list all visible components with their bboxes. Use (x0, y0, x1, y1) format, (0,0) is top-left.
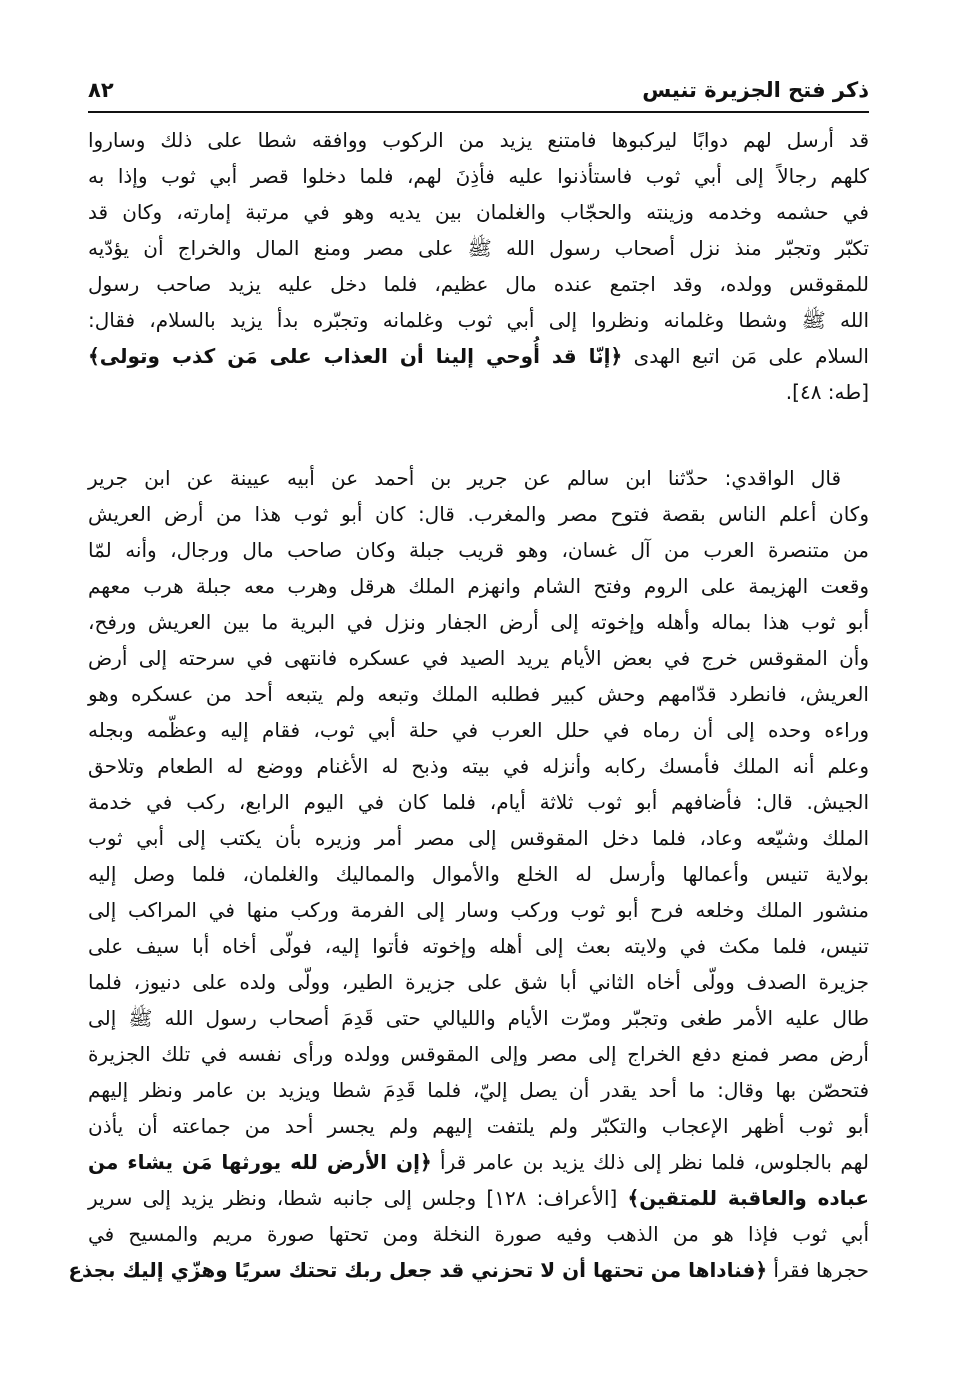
text-line (88, 496, 869, 532)
text-segment: وأن المقوقس خرج في بعض الأيام يريد الصيد في عسكره فانتهى في سرحته إلى أرض (88, 646, 869, 670)
text-segment: العريش، فانطرد قدّامهم وحش كبير فطلبه الملك وتبعه ولم يتبعه أحد من عسكره وهو (88, 682, 869, 706)
paragraph-1 (88, 122, 869, 410)
page-number: ٨٢ (88, 78, 114, 102)
text-line (88, 158, 869, 194)
header-rule (88, 111, 869, 113)
text-segment: منشور الملك وخلعه فرح أبو ثوب وركب وسار إلى الفرمة وركب منها في المراكب إلى (88, 898, 869, 922)
text-segment: وراءه وحده إلى أن رماه في حلل العرب في حلة أبي ثوب، فقام إليه وعظّمه وبجله (88, 718, 869, 742)
text-segment: أرض مصر فمنع دفع الخراج إلى مصر وإلى المقوقس وولده ورأى نفسه في تلك الجزيرة (88, 1042, 869, 1066)
text-segment: أبو ثوب أظهر الإعجاب والتكبّر ولم يلتفت إليهم ولم يجسر أحد من جماعته أن يأذن (88, 1114, 869, 1138)
text-line (88, 1216, 869, 1252)
text-line (88, 568, 869, 604)
text-line (88, 1144, 869, 1180)
text-segment: قال الواقدي: حدّثنا ابن سالم عن جرير بن أحمد عن أبيه عيينة عن ابن جرير (88, 466, 841, 490)
text-line (88, 820, 869, 856)
text-segment: [الأعراف: ١٢٨] وجلس إلى جانبه شطا، ونظر يزيد إلى سرير (88, 1186, 628, 1210)
text-segment: جزيرة الصدف وولّى أخاه الثاني أبا شق على جزيرة الطير، وولّى ولده على دنيوز، فلما (88, 970, 869, 994)
text-line (88, 784, 869, 820)
text-segment: [طه: ٤٨]. (785, 380, 869, 404)
text-segment: وعلم أنه الملك فأمسك ركابه وأنزله في بيته وذبح له الأغنام ووضع له الطعام وتلاحق (88, 754, 869, 778)
text-segment: الجيش. قال: فأضافهم أبو ثوب ثلاثة أيام، فلما كان في اليوم الرابع، ركب في خدمة (88, 790, 869, 814)
paragraph-2 (68, 460, 869, 1288)
text-segment: طال عليه الأمر طغى وتجبّر ومرّت الأيام والليالي حتى قَدِمَ أصحاب رسول الله ﷺ إلى (88, 1006, 869, 1030)
quran-quote: ﴿إن الأرض لله يورثها مَن يشاء من (88, 1150, 432, 1174)
text-segment: تنيس، فلما مكث في ولايته بعث إلى أهله وإخوته فأتوا إليه، فولّى أخاه أبا سيف على (88, 934, 869, 958)
text-line (88, 302, 869, 338)
quran-quote: ﴿فناداها من تحتها أن لا تحزني قد جعل ربك تحتك سريًا وهزّي إليك بجذع (68, 1258, 768, 1282)
quran-quote: عباده والعاقبة للمتقين﴾ (627, 1186, 869, 1210)
text-segment: الله ﷺ وشطا وغلمانه ونظروا إلى أبي ثوب وغلمانه وتجبّره بدأ يزيد بالسلام، فقال: (88, 308, 869, 332)
text-segment: السلام على مَن اتبع الهدى (622, 344, 869, 368)
text-line (88, 964, 869, 1000)
text-line (88, 856, 869, 892)
text-line (88, 928, 869, 964)
text-segment: من متنصرة العرب من آل غسان، وهو قريب جبلة وكان صاحب مال ورجال، وأنه لمّا (88, 538, 869, 562)
text-segment: بولاية تنيس وأعمالها وأرسل له الخلع والأموال والمماليك والغلمان، فلما وصل إليه (88, 862, 869, 886)
text-line (68, 1252, 869, 1288)
text-segment: قد أرسل لهم دوابًا ليركبوها فامتنع يزيد من الركوب ووافقه شطا على ذلك وساروا (88, 128, 869, 152)
text-segment: للمقوقس وولده، وقد اجتمع عنده مال عظيم، فلما دخل عليه يزيد صاحب رسول (88, 272, 869, 296)
text-line (88, 1108, 869, 1144)
text-segment: لهم بالجلوس، فلما نظر إلى ذلك يزيد بن عامر قرأ (431, 1150, 869, 1174)
text-line (88, 604, 869, 640)
text-segment: وكان أعلم الناس بقصة فتوح مصر والمغرب. قال: كان أبو ثوب هذا من أرض العريش (88, 502, 869, 526)
text-line (88, 1072, 869, 1108)
text-line (88, 532, 869, 568)
text-line (88, 1036, 869, 1072)
text-segment: في حشمه وخدمه وزينته والحجّاب والغلمان بين يديه وهو في مرتبة إمارته، وكان قد (88, 200, 869, 224)
text-segment: كلهم رجالاً إلى أبي ثوب فاستأذنوا عليه فأذِنَ لهم، فلما دخلوا قصر أبي ثوب وإذا به (88, 164, 869, 188)
page-header (88, 78, 869, 108)
text-segment: أبو ثوب هذا بماله وأهله وإخوته إلى أرض الجفار ونزل في البرية ما بين العريش ورفح، (88, 610, 869, 634)
text-line (88, 892, 869, 928)
text-segment: تكبّر وتجبّر منذ نزل أصحاب رسول الله ﷺ على مصر ومنع المال والخراج أن يؤدّيه (88, 236, 869, 260)
text-segment: أبي ثوب فإذا هو من الذهب وفيه صورة النخلة ومن تحتها صورة مريم والمسيح في (88, 1222, 869, 1246)
text-line (88, 676, 869, 712)
text-line (88, 1000, 869, 1036)
text-line (88, 640, 869, 676)
text-segment: حجرها فقرأ (767, 1258, 869, 1282)
text-segment: وقعت الهزيمة على الروم وفتح الشام وانهزم الملك هرقل وهرب معه جبلة هرب معهم (88, 574, 869, 598)
text-line (88, 460, 869, 496)
text-line (88, 374, 869, 410)
text-line (88, 338, 869, 374)
text-line (88, 1180, 869, 1216)
text-segment: الملك وشيّعه وعاد، فلما دخل المقوقس إلى مصر أمر وزيره بأن يكتب إلى أبي ثوب (88, 826, 869, 850)
text-segment: فتحصّن بها وقال: ما أحد يقدر أن يصل إليّ، فلما قَدِمَ شطا ويزيد بن عامر ونظر إليهم (88, 1078, 869, 1102)
text-line (88, 194, 869, 230)
text-line (88, 230, 869, 266)
running-title: ذكر فتح الجزيرة تنيس (642, 78, 869, 102)
quran-quote: ﴿إنّا قد أُوحي إلينا أن العذاب على مَن كذب وتولى﴾ (88, 344, 623, 368)
text-line (88, 712, 869, 748)
text-line (88, 266, 869, 302)
text-line (88, 122, 869, 158)
text-line (88, 748, 869, 784)
